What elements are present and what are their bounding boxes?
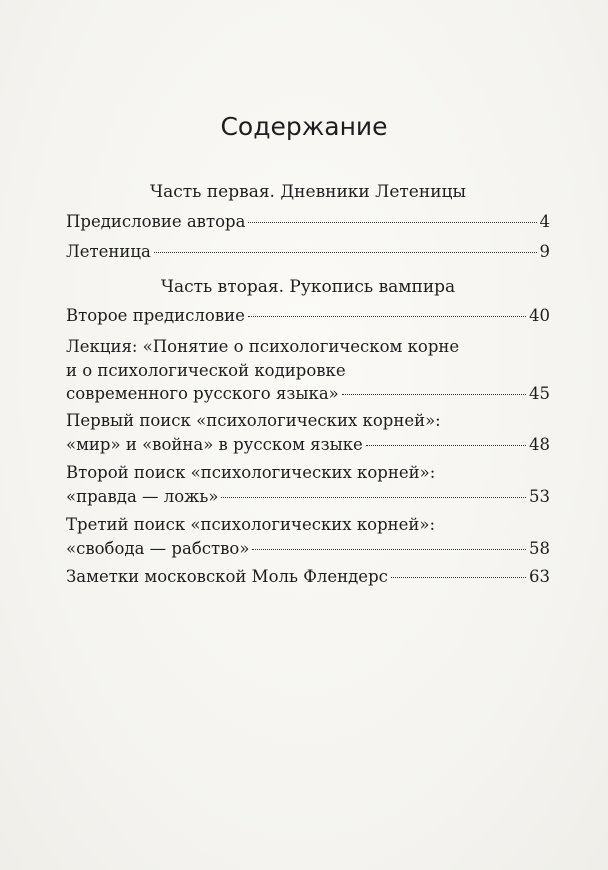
toc-entry-title-line: «правда — ложь» <box>66 486 219 506</box>
toc-entry-title-line: Лекция: «Понятие о психологическом корне <box>66 337 460 356</box>
toc-entry[interactable] <box>66 513 550 560</box>
toc-entry-title-line: современного русского языка» <box>66 384 339 403</box>
toc-entry-title-line: «мир» и «война» в русском языке <box>66 434 363 454</box>
toc-entry-title: Летеница <box>66 242 151 261</box>
page-number: 4 <box>539 212 550 231</box>
dot-leader <box>221 497 526 498</box>
toc-entry[interactable] <box>66 461 550 508</box>
toc-entry[interactable] <box>66 335 550 406</box>
dot-leader <box>391 577 526 578</box>
toc-entry-title: Заметки московской Моль Флендерс <box>66 567 388 586</box>
page-number: 48 <box>529 434 550 454</box>
page-number: 53 <box>529 486 550 506</box>
dot-leader <box>154 252 537 253</box>
page-number: 58 <box>529 538 550 558</box>
dot-leader <box>252 549 526 550</box>
part-heading-1: Часть первая. Дневники Летеницы <box>149 182 466 202</box>
toc-entry-title: Предисловие автора <box>66 212 246 231</box>
toc-entry[interactable] <box>66 304 550 328</box>
dot-leader <box>366 445 526 446</box>
toc-entry-title-line: и о психологической кодировке <box>66 360 346 380</box>
toc-entry-title-line: Третий поиск «психологических корней»: <box>66 515 436 534</box>
toc-entry-title: Второе предисловие <box>66 306 245 325</box>
toc-entry[interactable] <box>66 240 550 264</box>
page-number: 40 <box>529 306 550 325</box>
toc-entry[interactable] <box>66 210 550 234</box>
page-number: 63 <box>529 567 550 586</box>
page-number: 45 <box>529 384 550 403</box>
part-heading-2: Часть вторая. Рукопись вампира <box>160 277 456 297</box>
toc-entry[interactable] <box>66 409 550 456</box>
dot-leader <box>342 394 526 395</box>
toc-entry-title-line: «свобода — рабство» <box>66 538 250 558</box>
toc-entry-title-line: Первый поиск «психологических корней»: <box>66 411 441 430</box>
dot-leader <box>248 316 526 317</box>
toc-entry[interactable] <box>66 565 550 589</box>
dot-leader <box>248 222 536 223</box>
toc-entry-title-line: Второй поиск «психологических корней»: <box>66 463 436 482</box>
page-number: 9 <box>539 242 550 261</box>
page-title: Содержание <box>220 112 388 141</box>
